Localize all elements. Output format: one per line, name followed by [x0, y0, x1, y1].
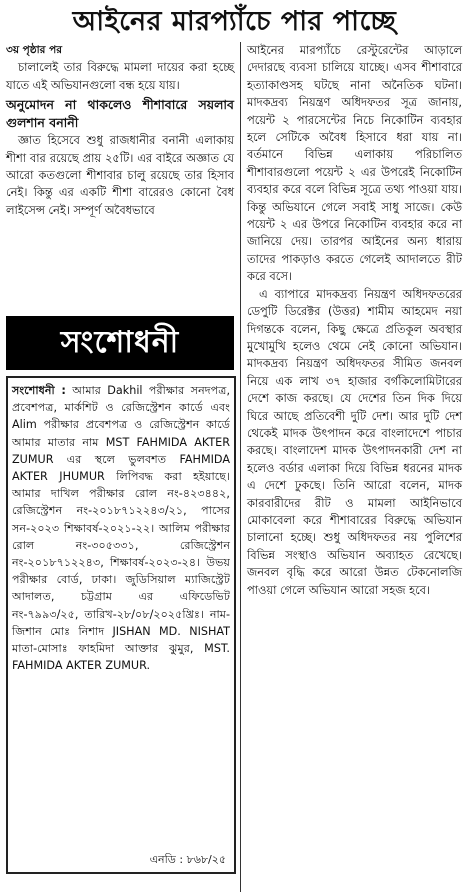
column-divider — [240, 42, 241, 892]
paragraph: এ ব্যাপারে মাদকদ্রব্য নিয়ন্ত্রণ অধিদফতরের ডেপুটি ডিরেক্টর (উত্তর) শামীম আহমেদ নয়া দিগন্তকে বলেন, কিছু ক্ষেত্রে প্রতিকূল অবস্থার মুখোমুখি হলেও থেমে নেই কোনো অভিযান। মাদকদ্রব্য নিয়ন্ত্রণ অধিদফতর সীমিত জনবল নিয়ে এক লাখ ৩৭ হাজার বর্গকিলোমিটারের দেশে কাজ করছে। যে দেশের তিন দিক দিয়ে ঘিরে আছে প্রতিবেশী দুটি দেশ। আর দুটি দেশ থেকেই মাদক উৎপাদন করে বাংলাদেশে পাচার করছে। বাংলাদেশ মাদক উৎপাদনকারী দেশ না হলেও বর্ডার এলাকা দিয়ে বিভিন্ন ধরনের মাদক এ দেশে ঢুকছে। তিনি আরো বলেন, মাদক কারবারীদের রীট ও মামলা আইনিভাবে মোকাবেলা করে শীশাবারের বিরুদ্ধে অভিযান চালানো হচ্ছে। শুধু অধিদফতর নয় পুলিশের বিভিন্ন সংস্থাও অভিযান অব্যাহত রেখেছে। জনবল বৃদ্ধি করে আরো উন্নত টেকনোলজি পাওয়া গেলে অভিযান আরো সহজ হবে। — [247, 286, 462, 597]
headline: আইনের মারপ্যাঁচে পার পাচ্ছে — [72, 6, 397, 37]
subheading: অনুমোদন না থাকলেও শীশাবারে সয়লাব গুলশান বনানী — [6, 97, 234, 131]
left-column — [6, 42, 234, 219]
correction-banner: সংশোধনী — [6, 316, 234, 370]
continued-from-label: ৩য় পৃষ্ঠার পর — [6, 44, 63, 56]
paragraph: চালালেই তার বিরুদ্ধে মামলা দায়ের করা হচ্ছে যাতে এই অভিযানগুলো বন্ধ হয়ে যায়। — [6, 60, 234, 92]
correction-notice — [6, 376, 236, 874]
paragraph: জ্ঞাত হিসেবে শুধু রাজধানীর বনানী এলাকায় শীশা বার রয়েছে প্রায় ২৫টি। এর বাইরে অজ্ঞাত যে আরো কতগুলো শীশাবার চালু রয়েছে তার হিসাব নেই। কিন্তু এর একটি শীশা বারেরও কোনো বৈধ লাইসেন্স নেই। সম্পূর্ণ অবৈধভাবে — [6, 133, 234, 217]
notice-lead: সংশোধনী : — [12, 384, 66, 397]
notice-footer: এনডি : ৮৬৮/২৫ — [149, 852, 226, 866]
right-column — [247, 42, 462, 599]
notice-body: আমার Dakhil পরীক্ষার সনদপত্র, প্রবেশপত্র, মার্কশিট ও রেজিস্ট্রেশন কার্ডে এবং Alim পরীক্ষার প্রবেশপত্র ও রেজিস্ট্রেশন কার্ডে আমার মাতার নাম MST FAHMIDA AKTER ZUMUR এর স্থলে ভুলবশত FAHMIDA AKTER JHUMUR লিপিবদ্ধ করা হইয়াছে। আমার দাখিল পরীক্ষার রোল নং-৪২৩৪৪২, রেজিস্ট্রেশন নং-২০১৮৭১২২৪৩/২১, পাসের সন-২০২৩ শিক্ষাবর্ষ-২০২১-২২। আলিম পরীক্ষার রোল নং-৩০৫৩৩১, রেজিস্ট্রেশন নং-২০১৮৭১২২৪৩, শিক্ষাবর্ষ-২০২৩-২৪। উভয় পরীক্ষার বোর্ড, ঢাকা। জুডিসিয়াল ম্যাজিস্ট্রেট আদালত, চট্টগ্রাম এর এফিডেভিট নং-৭৯৯৩/২৫, তারিখ-২৮/০৮/২০২৫খ্রিঃ। নাম-জিশান মোঃ নিশাদ JISHAN MD. NISHAT মাতা-মোসাঃ ফাহমিদা আক্তার ঝুমুর, MST. FAHMIDA AKTER ZUMUR. — [12, 384, 230, 673]
paragraph: আইনের মারপ্যাঁচে রেস্টুরেন্টের আড়ালে দেদারছে ব্যবসা চালিয়ে যাচ্ছে। এসব শীশাবারে হত্যাকাণ্ডসহ ঘটছে নানা অনৈতিক ঘটনা। মাদকদ্রব্য নিয়ন্ত্রণ অধিদফতর সূত্র জানায়, পয়েন্ট ২ পারসেন্টের নিচে নিকোটিন ব্যবহার হলে সেটিকে অবৈধ হিসাবে ধরা যায় না। বর্তমানে বিভিন্ন এলাকায় পরিচালিত শীশাবারগুলো পয়েন্ট ২ এর উপরেই নিকোটিন ব্যবহার করে বলে বিভিন্ন সূত্রে তথ্য পাওয়া যায়। কিন্তু অভিযানে গেলে সবাই সাধু সাজে। কেউ পয়েন্ট ২ এর উপরে নিকোটিন ব্যবহার করে না জানিয়ে দেয়। তারপর আইনের অন্য ধারায় তাদের পাকড়াও করতে গেলেই আদালতে রীট করে বসে। — [247, 43, 462, 284]
